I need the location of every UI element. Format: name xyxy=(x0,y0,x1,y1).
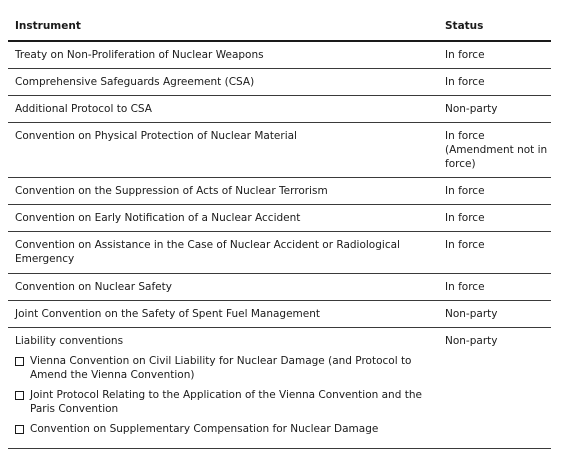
table-row xyxy=(8,42,551,68)
status-cell: Non-party xyxy=(445,103,498,115)
liability-conventions-label: Liability conventions xyxy=(15,335,124,347)
status-cell: In force (Amendment not in force) xyxy=(445,130,548,170)
header-status: Status xyxy=(445,20,484,32)
instruments-table xyxy=(8,12,551,449)
sub-item-text: Convention on Supplementary Compensation for Nuclear Damage xyxy=(30,423,379,435)
table-row xyxy=(8,300,551,327)
instrument-cell: Convention on Nuclear Safety xyxy=(15,281,172,293)
header-instrument: Instrument xyxy=(15,20,81,32)
table-header-row xyxy=(8,12,551,42)
list-item xyxy=(15,388,428,416)
status-cell: In force xyxy=(445,185,485,197)
instrument-cell: Convention on Assistance in the Case of Nuclear Accident or Radiological Emergency xyxy=(15,239,400,265)
instrument-cell: Joint Convention on the Safety of Spent Fuel Management xyxy=(15,308,321,320)
instrument-cell: Comprehensive Safeguards Agreement (CSA) xyxy=(15,76,255,88)
table-row xyxy=(8,327,551,449)
sub-item-text: Joint Protocol Relating to the Application of the Vienna Convention and the Paris Convention xyxy=(30,389,422,415)
status-cell: Non-party xyxy=(445,335,498,347)
instrument-cell: Treaty on Non-Proliferation of Nuclear Weapons xyxy=(15,49,264,61)
checkbox-icon xyxy=(15,391,24,400)
table-row xyxy=(8,273,551,300)
liability-sub-list xyxy=(15,354,428,436)
instrument-cell: Convention on Physical Protection of Nuclear Material xyxy=(15,130,297,142)
status-cell: In force xyxy=(445,49,485,61)
sub-item-text: Vienna Convention on Civil Liability for Nuclear Damage (and Protocol to Amend the Vienna Convention) xyxy=(30,355,412,381)
status-cell: In force xyxy=(445,76,485,88)
table-row xyxy=(8,177,551,204)
status-cell: In force xyxy=(445,212,485,224)
table-row xyxy=(8,95,551,122)
table-row xyxy=(8,231,551,273)
checkbox-icon xyxy=(15,425,24,434)
instrument-cell: Additional Protocol to CSA xyxy=(15,103,152,115)
instrument-cell xyxy=(8,328,438,448)
table-row xyxy=(8,204,551,231)
checkbox-icon xyxy=(15,357,24,366)
list-item xyxy=(15,354,428,382)
instrument-cell: Convention on Early Notification of a Nuclear Accident xyxy=(15,212,301,224)
table-row xyxy=(8,68,551,95)
instrument-cell: Convention on the Suppression of Acts of Nuclear Terrorism xyxy=(15,185,328,197)
status-cell: Non-party xyxy=(445,308,498,320)
status-cell: In force xyxy=(445,281,485,293)
list-item xyxy=(15,422,428,436)
table-row xyxy=(8,122,551,177)
status-cell: In force xyxy=(445,239,485,251)
